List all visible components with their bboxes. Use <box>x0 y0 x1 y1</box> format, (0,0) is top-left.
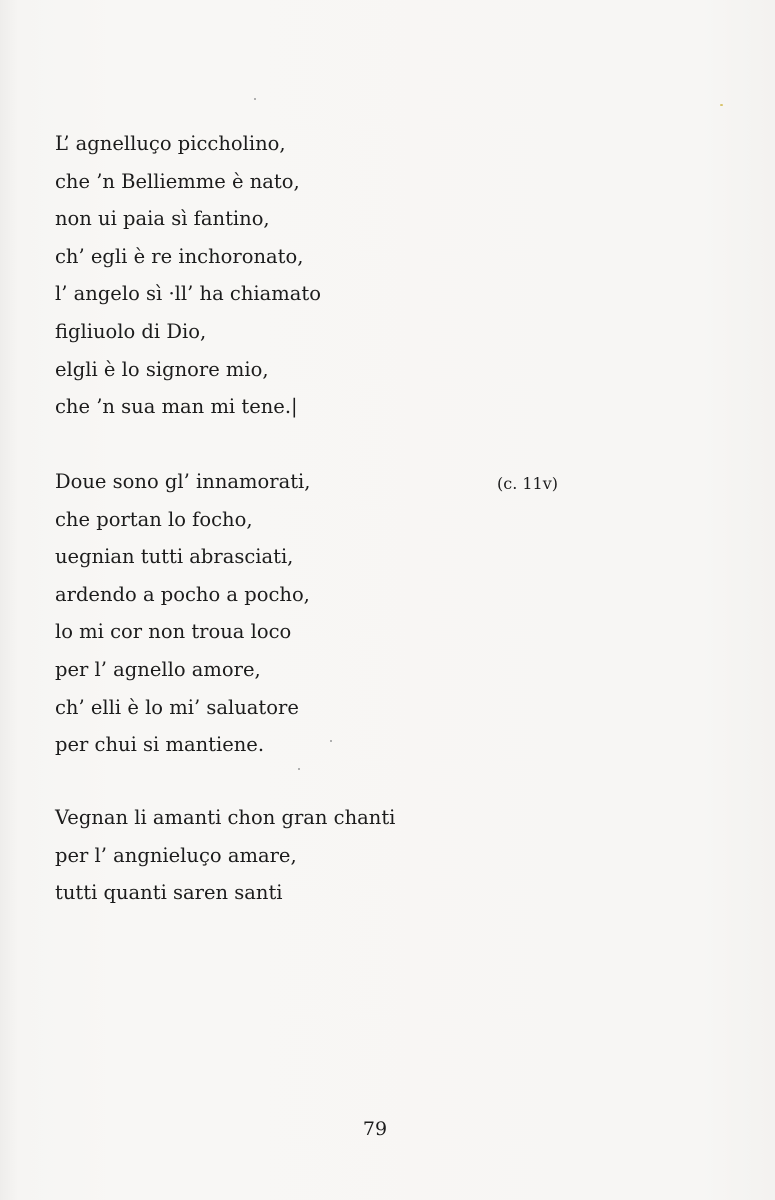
verse-line: figliuolo di Dio, <box>55 319 207 343</box>
verse-line: uegnian tutti abrasciati, <box>55 545 294 569</box>
stanza-1 <box>55 125 321 426</box>
verse-line: che portan lo focho, <box>55 507 253 531</box>
verse-line: L’ agnelluço piccholino, <box>55 132 286 155</box>
paper-speck <box>720 104 723 106</box>
verse-line: per chui si mantiene. <box>55 733 265 757</box>
verse-line: non ui paia sì fantino, <box>55 207 270 231</box>
page-number: 79 <box>362 1118 388 1140</box>
verse-line: per l’ agnello amore, <box>55 657 261 681</box>
verse-line: elgli è lo signore mio, <box>55 357 269 381</box>
verse-line: lo mi cor non troua loco <box>55 620 292 644</box>
stanza-3 <box>55 799 395 912</box>
paper-speck <box>298 768 300 770</box>
stanza-2 <box>55 463 310 764</box>
verse-line: l’ angelo sì ·ll’ ha chiamato <box>55 282 321 306</box>
verse-line: Doue sono gl’ innamorati, <box>55 470 311 493</box>
verse-line: tutti quanti saren santi <box>55 881 283 905</box>
verse-line: che ’n sua man mi tene.| <box>55 395 298 419</box>
verse-line: che ’n Belliemme è nato, <box>55 169 300 193</box>
verse-line: ardendo a pocho a pocho, <box>55 582 310 606</box>
verse-line: Vegnan li amanti chon gran chanti <box>55 806 396 829</box>
paper-speck <box>254 98 256 100</box>
verse-line: per l’ angnieluço amare, <box>55 843 297 867</box>
folio-reference: (c. 11v) <box>497 474 559 493</box>
verse-line: ch’ elli è lo mi’ saluatore <box>55 695 299 719</box>
verse-line: ch’ egli è re inchoronato, <box>55 244 304 268</box>
paper-speck <box>330 740 332 742</box>
